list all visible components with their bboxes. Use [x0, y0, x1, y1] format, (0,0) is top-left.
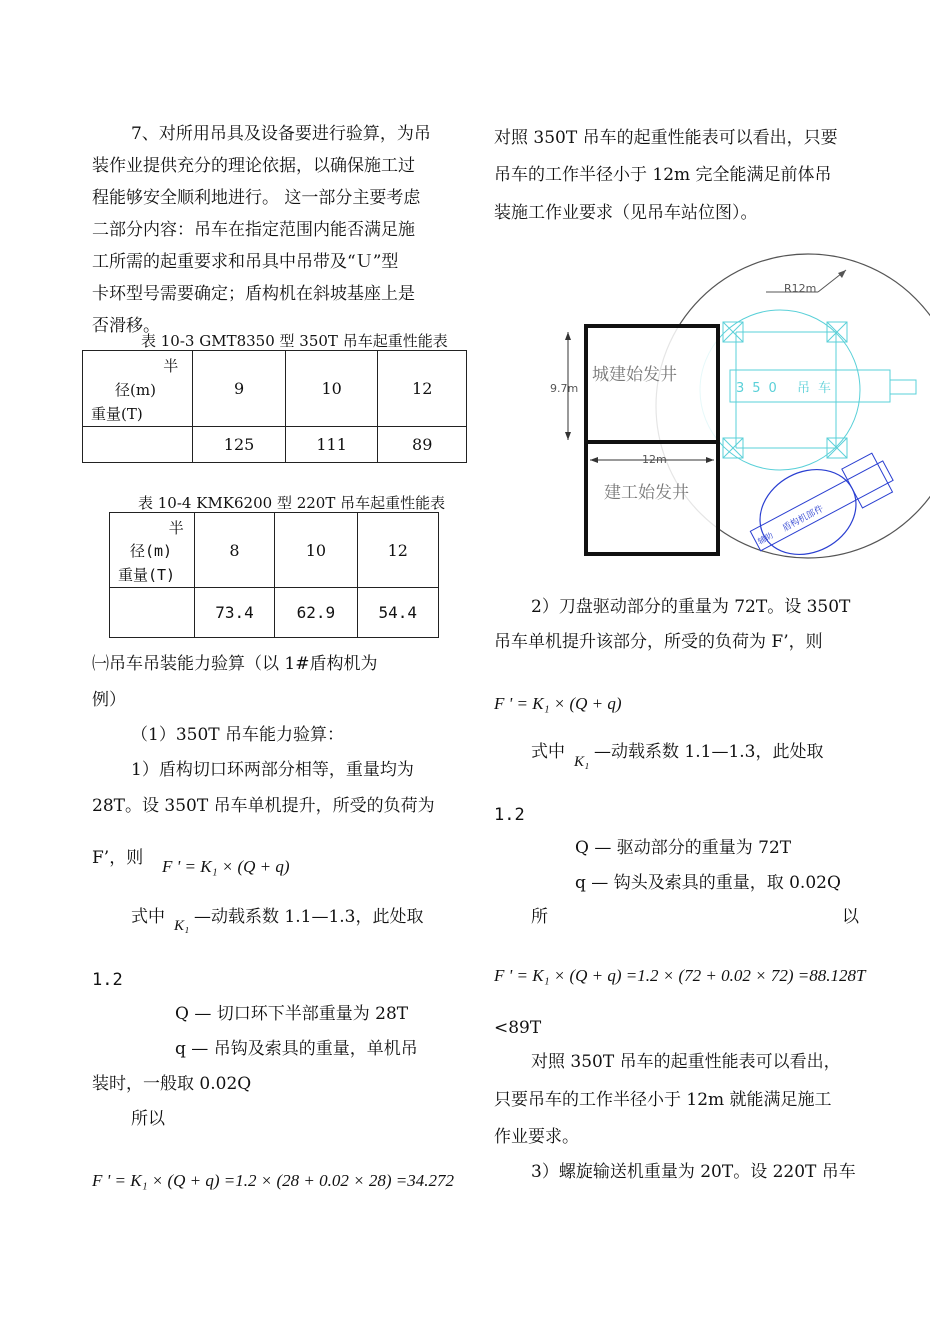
- where-prefix-left: 式中: [131, 907, 165, 927]
- para7-line-6: 卡环型号需要确定；盾构机在斜坡基座上是: [92, 284, 415, 304]
- formula-long-left: F ' = K₁ × (Q + q) =1.2 × (28 + 0.02 × 28) =34.272: [92, 1171, 454, 1190]
- where-rest-left: —动载系数 1.1—1.3，此处取: [194, 907, 424, 927]
- upper-shaft-label: 城建始发井: [592, 365, 677, 385]
- right-intro-line-3: 装施工作业要求（见吊车站位图）。: [494, 203, 758, 223]
- formula-long-right: F ' = K₁ × (Q + q) =1.2 × (72 + 0.02 × 72) =88.128T: [494, 966, 866, 985]
- compare-line-1: 对照 350T 吊车的起重性能表可以看出，: [531, 1052, 841, 1072]
- item1-line-1: 1）盾构切口环两部分相等，重量均为: [131, 760, 414, 780]
- q-definition-right: Q — 驱动部分的重量为 72T: [575, 838, 792, 858]
- item1-line-2: 28T。设 350T 吊车单机提升，所受的负荷为: [92, 796, 435, 816]
- right-intro-line-1: 对照 350T 吊车的起重性能表可以看出，只要: [494, 128, 838, 148]
- where-prefix-right: 式中: [531, 742, 565, 762]
- table1-empty-cell: [83, 427, 193, 463]
- table2-empty-cell: [110, 588, 195, 638]
- table1-caption: 表 10-3 GMT8350 型 350T 吊车起重性能表: [141, 332, 448, 350]
- table2-radius-cell: 12: [357, 513, 438, 588]
- right-intro-line-2: 吊车的工作半径小于 12m 完全能满足前体吊: [494, 165, 832, 185]
- less-than-89t: <89T: [494, 1018, 542, 1038]
- subsection-350t: （1）350T 吊车能力验算：: [131, 725, 345, 745]
- table2-caption: 表 10-4 KMK6200 型 220T 吊车起重性能表: [138, 494, 446, 512]
- crane-boom-tip: [890, 380, 916, 394]
- table1-hdr-top: 半: [163, 357, 179, 375]
- shield-part-small-label: 辅助: [756, 530, 775, 547]
- table1-header-cell: [83, 351, 193, 427]
- table1-load-cell: 125: [193, 427, 286, 463]
- para7-line-3: 程能够安全顺利地进行。 这一部分主要考虑: [92, 188, 421, 208]
- para7-line-4: 二部分内容：吊车在指定范围内能否满足施: [92, 220, 415, 240]
- para7-line-2: 装作业提供充分的理论依据，以确保施工过: [92, 156, 415, 176]
- table2-hdr-mid: 径(m): [130, 542, 173, 560]
- table1-radius-cell: 9: [193, 351, 286, 427]
- radius-arrow-head: [838, 270, 846, 278]
- table1-load-cell: 111: [285, 427, 378, 463]
- table1-radius-cell: 10: [285, 351, 378, 427]
- k1-symbol-left: K₁: [174, 918, 190, 934]
- shield-part-label: 盾构机部件: [781, 504, 826, 535]
- section-title-line-2: 例）: [92, 690, 126, 710]
- where-rest-right: —动载系数 1.1—1.3，此处取: [594, 742, 824, 762]
- compare-line-2: 只要吊车的工作半径小于 12m 就能满足施工: [494, 1090, 832, 1110]
- height-dimension-label: 9.7m: [550, 382, 579, 395]
- crane-label: 350 吊车: [736, 381, 839, 396]
- formula-short-right: F ' = K₁ × (Q + q): [494, 694, 622, 713]
- table2-header-cell: [110, 513, 195, 588]
- therefore-right-2: 以: [842, 907, 859, 927]
- table2: [109, 512, 439, 638]
- table2-load-cell: 62.9: [275, 588, 357, 638]
- small-q-definition-left-2: 装时，一般取 0.02Q: [92, 1074, 252, 1094]
- radius-label: R12m: [784, 282, 817, 295]
- para7-line-1: 7、对所用吊具及设备要进行验算，为吊: [131, 124, 431, 144]
- para7-line-5: 工所需的起重要求和吊具中吊带及“Ｕ”型: [92, 252, 399, 272]
- table2-radius-cell: 8: [194, 513, 274, 588]
- value-1-2-left: 1.2: [92, 970, 123, 990]
- table1: [82, 350, 467, 463]
- therefore-left: 所以: [131, 1109, 165, 1129]
- table2-radius-cell: 10: [275, 513, 357, 588]
- table2-load-cell: 73.4: [194, 588, 274, 638]
- q-definition-left: Q — 切口环下半部重量为 28T: [175, 1004, 409, 1024]
- item2-line-2: 吊车单机提升该部分，所受的负荷为 F’，则: [494, 632, 823, 652]
- table1-hdr-bot: 重量(T): [91, 405, 143, 423]
- formula-short-left: F ' = K₁ × (Q + q): [162, 857, 290, 876]
- table2-hdr-bot: 重量(T): [118, 566, 176, 584]
- shield-part-end: [842, 453, 893, 508]
- section-title-line-1: ㈠吊车吊装能力验算（以 1#盾构机为: [92, 654, 378, 674]
- compare-line-3: 作业要求。: [494, 1127, 579, 1147]
- table1-load-cell: 89: [378, 427, 467, 463]
- value-1-2-right: 1.2: [494, 805, 525, 825]
- table1-hdr-mid: 径(m): [115, 381, 156, 399]
- item3-line-1: 3）螺旋输送机重量为 20T。设 220T 吊车: [531, 1162, 856, 1182]
- shield-part-group: [736, 434, 906, 570]
- crane-station-figure: [540, 240, 930, 570]
- k1-symbol-right: K₁: [574, 754, 590, 770]
- item1-line-3: F’，则: [92, 848, 144, 868]
- therefore-right-1: 所: [531, 907, 548, 927]
- width-dimension-label: 12m: [642, 453, 667, 466]
- item2-line-1: 2）刀盘驱动部分的重量为 72T。设 350T: [531, 597, 851, 617]
- lower-shaft-label: 建工始发井: [604, 483, 689, 503]
- table2-load-cell: 54.4: [357, 588, 438, 638]
- small-q-definition-left-1: q — 吊钩及索具的重量，单机吊: [175, 1039, 418, 1059]
- table1-radius-cell: 12: [378, 351, 467, 427]
- small-q-definition-right: q — 钩头及索具的重量，取 0.02Q: [575, 873, 841, 893]
- table2-hdr-top: 半: [168, 519, 184, 537]
- para7-line-7: 否滑移。: [92, 316, 160, 336]
